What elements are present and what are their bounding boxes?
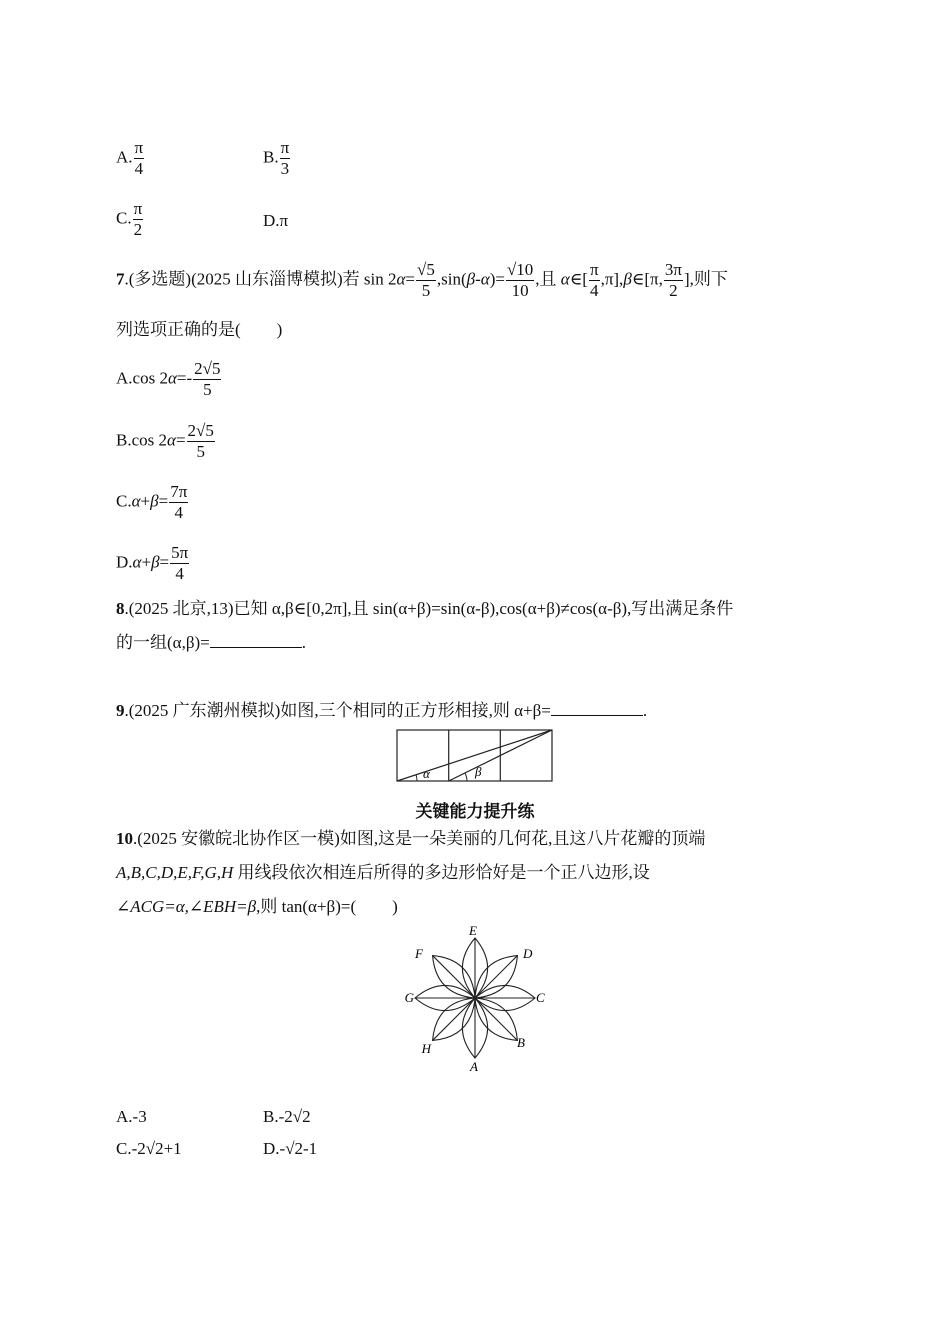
fraction: $\frac{\pi}{4}$ <box>134 138 144 178</box>
answer-blank[interactable] <box>551 701 643 716</box>
geometric-flower-figure <box>395 918 555 1078</box>
fraction: $\frac{7\pi}{4}$ <box>170 482 188 522</box>
angle-arc-alpha <box>416 775 417 781</box>
fraction: $\frac{√10}{10}$ <box>506 260 534 300</box>
q7-stem-line2: 列选项正确的是( ) <box>116 320 283 339</box>
q6-option-a: A. $\frac{\pi}{4}$ <box>116 138 144 178</box>
angle-arc-beta <box>465 773 467 781</box>
q10-stem-line3: ∠ACG=α,∠EBH=β,则 tan(α+β)=( ) <box>116 897 398 916</box>
question-number: 9 <box>116 701 125 720</box>
q6-option-b: B. $\frac{\pi}{3}$ <box>263 138 290 178</box>
fraction: $\frac{3\pi}{2}$ <box>664 260 682 300</box>
label-e: E <box>469 923 477 938</box>
q7-option-c: C.α+β= $\frac{7\pi}{4}$ <box>116 482 188 522</box>
q10-option-a: A.-3 <box>116 1107 147 1126</box>
q8-stem-line2: 的一组(α,β)= . <box>116 633 306 652</box>
q6-option-d: D.π <box>263 211 289 230</box>
fraction: $\frac{\pi}{4}$ <box>589 260 599 300</box>
question-number: 10 <box>116 829 133 848</box>
label-g: G <box>404 990 414 1005</box>
fraction: $\frac{\pi}{3}$ <box>280 138 290 178</box>
fraction: $\frac{√5}{5}$ <box>417 260 435 300</box>
q9-stem: 9.(2025 广东潮州模拟)如图,三个相同的正方形相接,则 α+β= . <box>116 701 648 720</box>
label-c: C <box>536 990 545 1005</box>
q10-stem-line2: A,B,C,D,E,F,G,H 用线段依次相连后所得的多边形恰好是一个正八边形,设 <box>116 863 650 882</box>
question-number: 8 <box>116 599 125 618</box>
q6-option-c: C. $\frac{\pi}{2}$ <box>116 199 143 239</box>
alpha-label: α <box>423 766 430 781</box>
q7-option-a: A.cos 2α=- $\frac{2√5}{5}$ <box>116 359 221 399</box>
label-a: A <box>470 1059 478 1074</box>
fraction: $\frac{2√5}{5}$ <box>194 359 221 399</box>
q7-option-d: D.α+β= $\frac{5\pi}{4}$ <box>116 543 189 583</box>
fraction: $\frac{\pi}{2}$ <box>133 199 143 239</box>
q10-stem-line1: 10.(2025 安徽皖北协作区一模)如图,这是一朵美丽的几何花,且这八片花瓣的顶端 <box>116 829 706 848</box>
answer-blank[interactable] <box>210 633 302 648</box>
q7-option-b: B.cos 2α= $\frac{2√5}{5}$ <box>116 421 214 461</box>
section-title: 关键能力提升练 <box>415 802 535 822</box>
q10-option-b: B.-2√2 <box>263 1107 311 1126</box>
label-b: B <box>517 1035 525 1050</box>
label-h: H <box>421 1041 431 1056</box>
fraction: $\frac{5\pi}{4}$ <box>171 543 189 583</box>
three-squares-figure <box>395 728 555 784</box>
beta-label: β <box>475 764 482 779</box>
label-d: D <box>523 946 533 961</box>
question-number: 7 <box>116 269 125 289</box>
fraction: $\frac{2√5}{5}$ <box>187 421 214 461</box>
q10-option-d: D.-√2-1 <box>263 1139 318 1158</box>
q7-stem-line1: 7.(多选题)(2025 山东淄博模拟)若 sin 2α= $\frac{√5}{5}$ ,sin(β-α)= $\frac{√10}{10}$ ,且 α∈[ $\frac{\pi}{4}$ ,π],β∈[π, $\frac{3\pi}{2}$ ],则下 <box>116 260 728 300</box>
label-f: F <box>415 946 423 961</box>
q10-option-c: C.-2√2+1 <box>116 1139 182 1158</box>
q8-stem-line1: 8.(2025 北京,13)已知 α,β∈[0,2π],且 sin(α+β)=sin(α-β),cos(α+β)≠cos(α-β),写出满足条件 <box>116 599 734 618</box>
